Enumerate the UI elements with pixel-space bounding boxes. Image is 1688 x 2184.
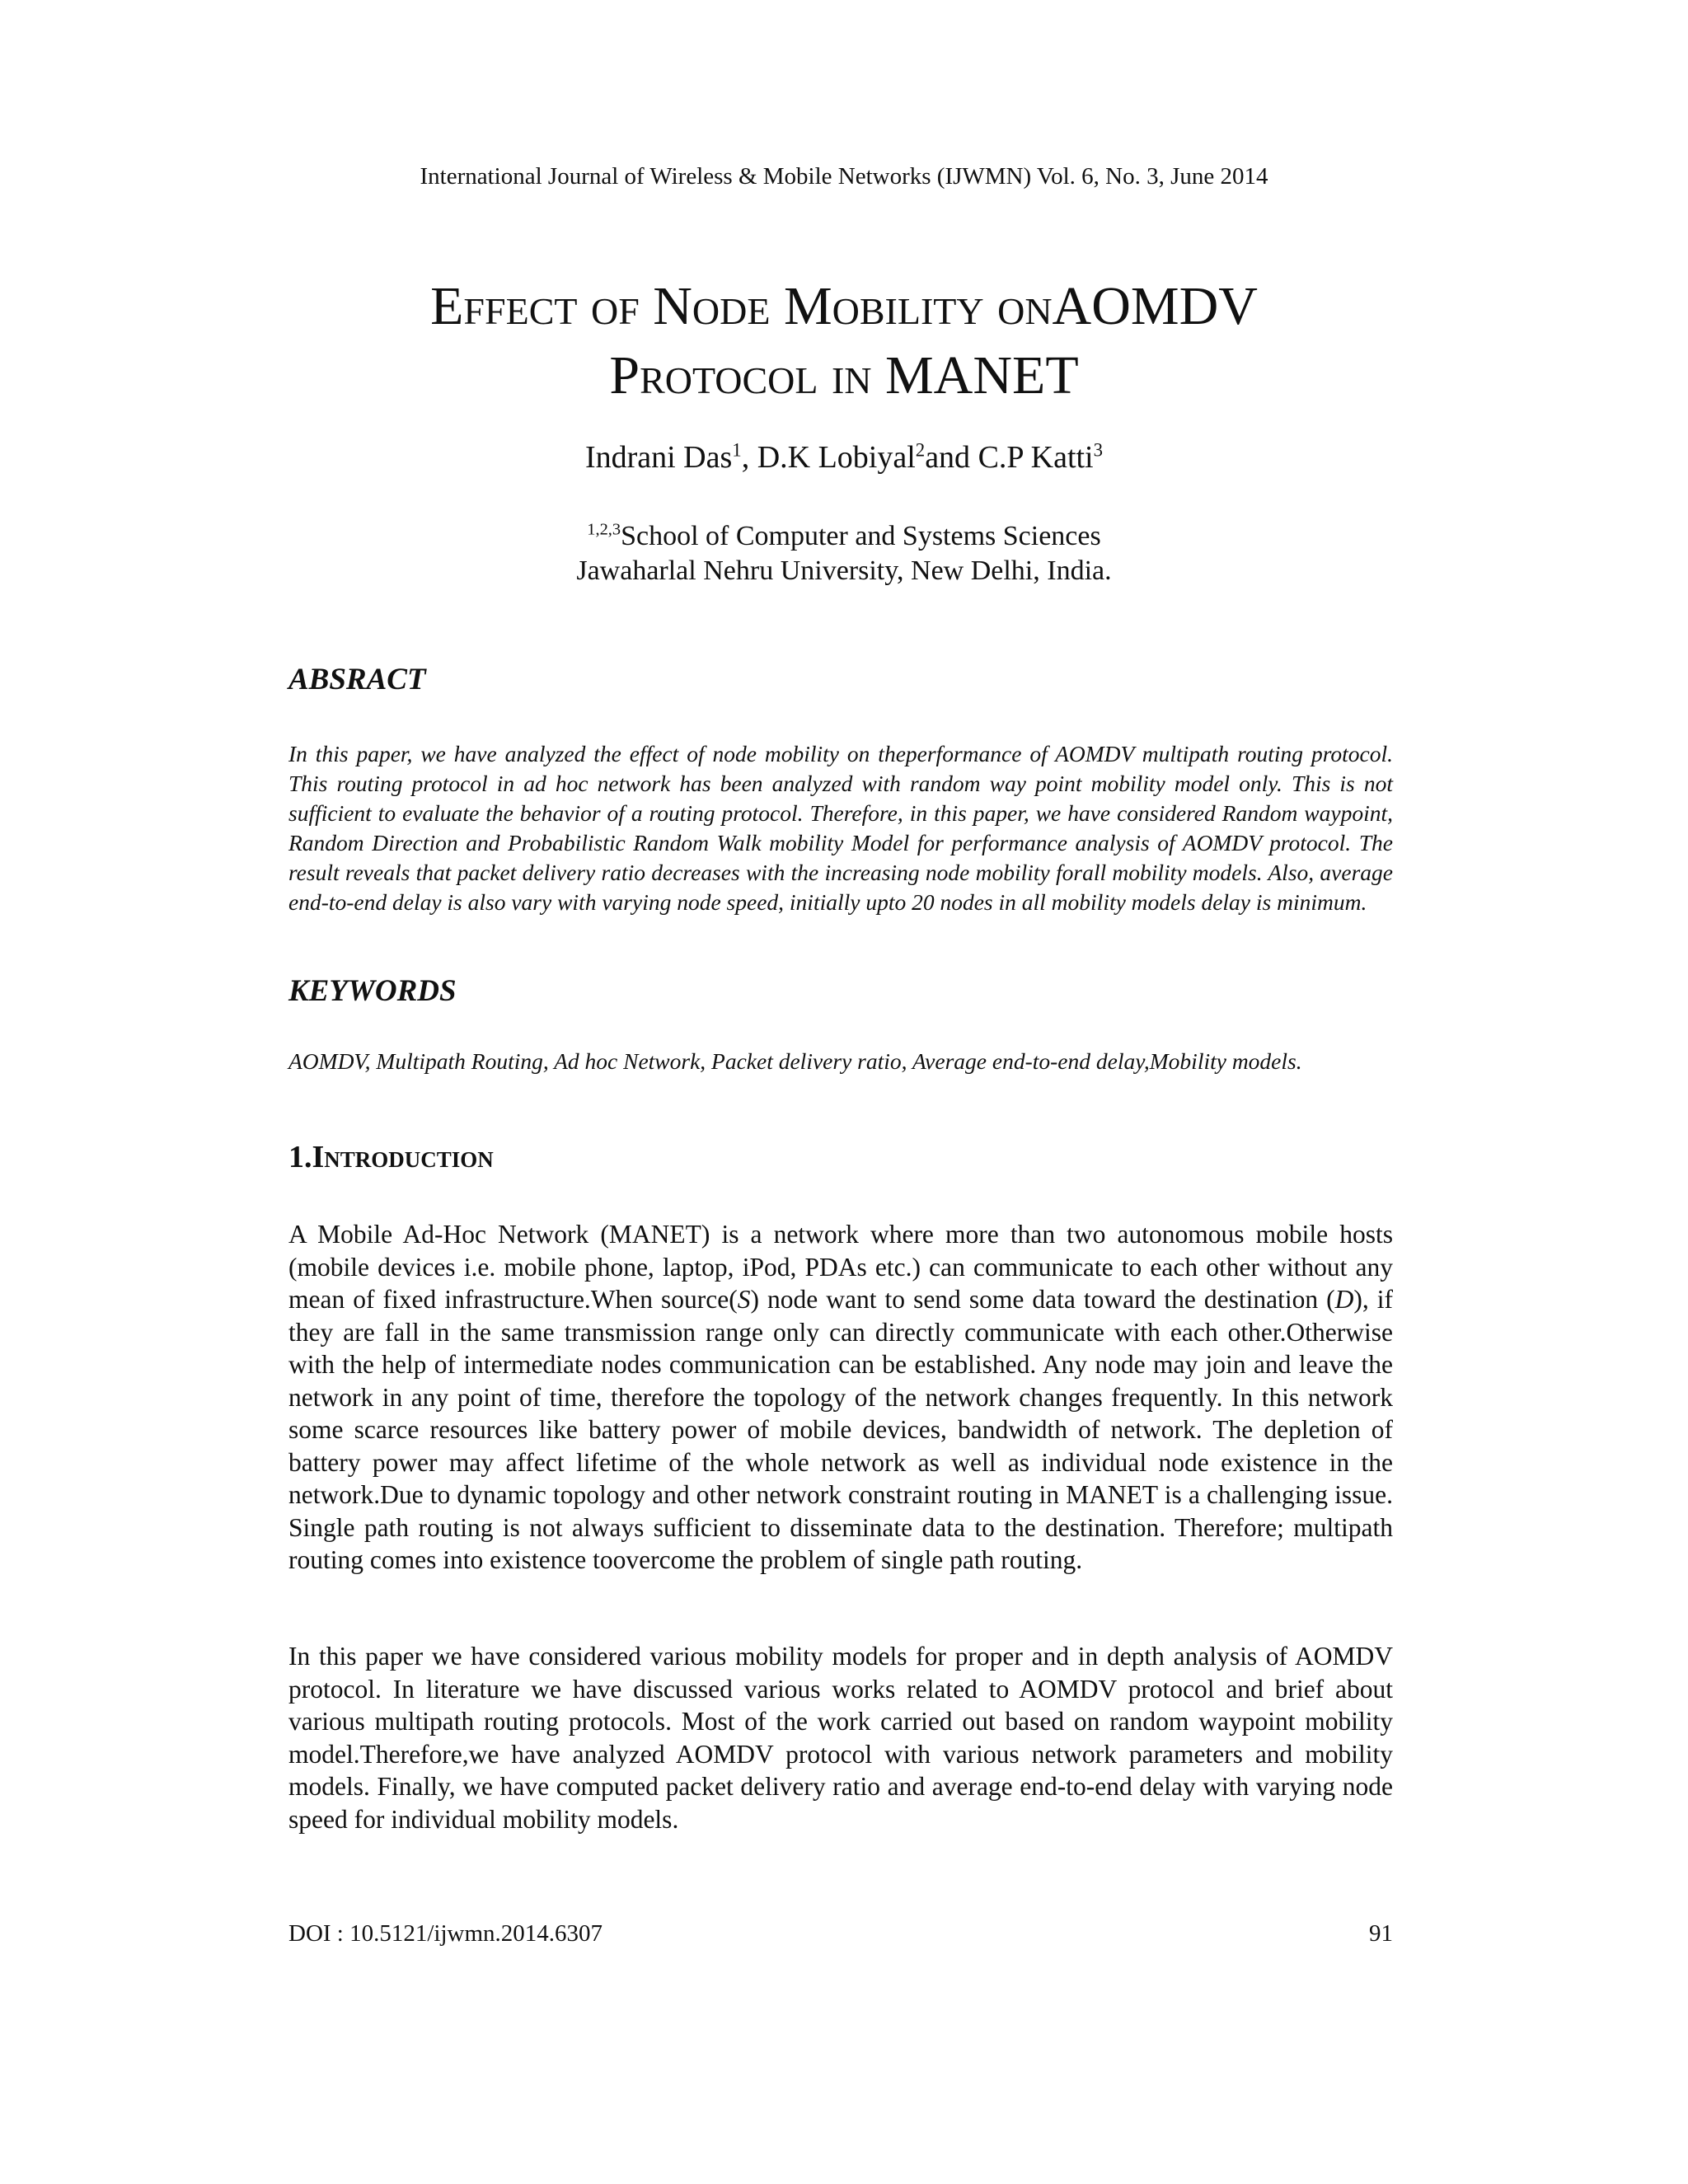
- symbol-destination: D: [1334, 1285, 1354, 1314]
- author-affiliation-mark: 3: [1093, 439, 1104, 461]
- introduction-paragraph-1: [288, 1218, 1393, 1577]
- author-affiliation-mark: 2: [915, 439, 926, 461]
- title-line-2: Protocol in MANET: [609, 345, 1079, 405]
- paragraph-text: A Mobile Ad-Hoc Network (MANET) is a network where more than two autonomous mobile hosts (mobile devices i.e. mobile phone, laptop, iPod, PDAs etc.) can communicate to each other without any mean of fixed infrastructure.When source(: [288, 1220, 1393, 1314]
- introduction-heading: [288, 1137, 494, 1177]
- author-list: [0, 437, 1688, 478]
- section-number: 1.: [288, 1140, 312, 1174]
- keywords-heading: KEYWORDS: [288, 974, 457, 1008]
- author-separator: and: [925, 440, 978, 475]
- page-number: 91: [1369, 1920, 1393, 1947]
- author-affiliation-mark: 1: [732, 439, 742, 461]
- title-line-1: Effect of Node Mobility onAOMDV: [430, 276, 1258, 336]
- paragraph-text: ) node want to send some data toward the destination (: [750, 1285, 1335, 1314]
- author-name: C.P Katti: [978, 440, 1094, 475]
- doi: DOI : 10.5121/ijwmn.2014.6307: [288, 1920, 603, 1947]
- abstract-text: In this paper, we have analyzed the effect of node mobility on theperformance of AOMDV multipath routing protocol. This routing protocol in ad hoc network has been analyzed with random way point mobility model only. This is not sufficient to evaluate the behavior of a routing protocol. Therefore, in this paper, we have considered Random waypoint, Random Direction and Probabilistic Random Walk mobility Model for performance analysis of AOMDV protocol. The result reveals that packet delivery ratio decreases with the increasing node mobility forall mobility models. Also, average end-to-end delay is also vary with varying node speed, initially upto 20 nodes in all mobility models delay is minimum.: [288, 741, 1393, 915]
- symbol-source: S: [737, 1285, 751, 1314]
- section-title: Introduction: [312, 1140, 494, 1174]
- author-separator: ,: [741, 440, 757, 475]
- author-name: Indrani Das: [584, 440, 733, 475]
- affiliation: [0, 519, 1688, 588]
- affiliation-line-1: [0, 519, 1688, 554]
- affiliation-mark: 1,2,3: [587, 520, 621, 539]
- keywords-text: AOMDV, Multipath Routing, Ad hoc Network, Packet delivery ratio, Average end-to-end delay,Mobility models.: [288, 1048, 1302, 1074]
- paragraph-text: ), if they are fall in the same transmission range only can directly communicate with each other.Otherwise with the help of intermediate nodes communication can be established. Any node may join and leave the network in any point of time, therefore the topology of the network changes frequently. In this network some scarce resources like battery power of mobile devices, bandwidth of network. The depletion of battery power may affect lifetime of the whole network as well as individual node existence in the network.Due to dynamic topology and other network constraint routing in MANET is a challenging issue. Single path routing is not always sufficient to disseminate data to the destination. Therefore; multipath routing comes into existence toovercome the problem of single path routing.: [288, 1285, 1393, 1574]
- author-name: D.K Lobiyal: [757, 440, 916, 475]
- abstract-heading: ABSRACT: [288, 663, 426, 696]
- affiliation-school: School of Computer and Systems Sciences: [621, 521, 1101, 551]
- introduction-paragraph-2: In this paper we have considered various mobility models for proper and in depth analysis of AOMDV protocol. In literature we have discussed various works related to AOMDV protocol and brief about various multipath routing protocols. Most of the work carried out based on random waypoint mobility model.Therefore,we have analyzed AOMDV protocol with various network parameters and mobility models. Finally, we have computed packet delivery ratio and average end-to-end delay with varying node speed for individual mobility models.: [288, 1642, 1393, 1834]
- running-header: International Journal of Wireless & Mobile Networks (IJWMN) Vol. 6, No. 3, June 2014: [420, 163, 1268, 190]
- paper-title: [0, 272, 1688, 410]
- affiliation-line-2: Jawaharlal Nehru University, New Delhi, India.: [576, 555, 1112, 586]
